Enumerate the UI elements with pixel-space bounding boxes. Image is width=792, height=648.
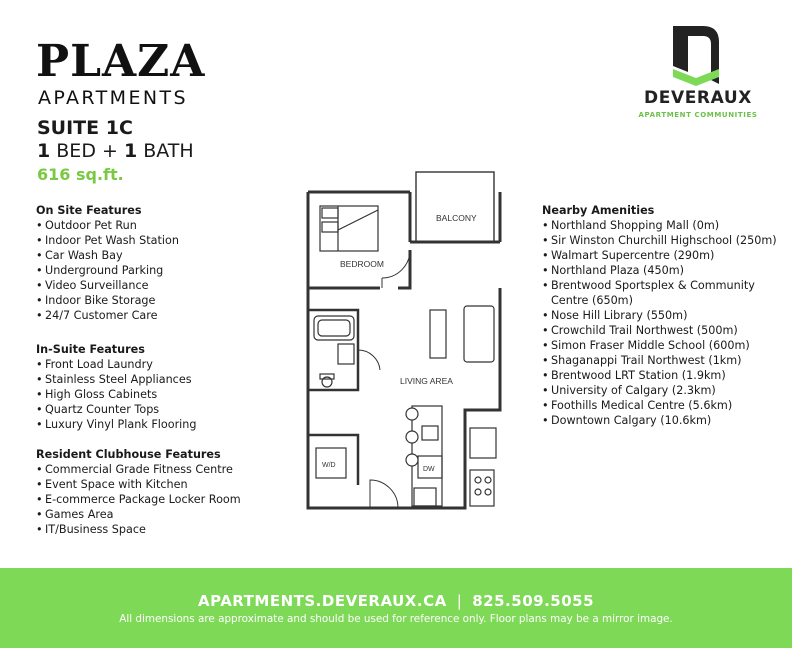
on-site-features (36, 203, 179, 323)
bath-count: 1 (123, 140, 138, 162)
list-item: • Foothills Medical Centre (5.6km) (542, 398, 782, 413)
clubhouse-features (36, 447, 241, 537)
tv-console (430, 310, 446, 358)
list-item: • Northland Shopping Mall (0m) (542, 218, 782, 233)
footer-contact (0, 592, 792, 610)
on-site-heading: On Site Features (36, 204, 142, 217)
nearby-amenities (542, 203, 782, 428)
bed (320, 206, 378, 251)
nearby-heading: Nearby Amenities (542, 204, 655, 217)
list-item: • University of Calgary (2.3km) (542, 383, 782, 398)
list-item: • Underground Parking (36, 263, 179, 278)
list-item: • Car Wash Bay (36, 248, 179, 263)
clubhouse-heading: Resident Clubhouse Features (36, 448, 221, 461)
list-item: • Video Surveillance (36, 278, 179, 293)
list-item: • Stainless Steel Appliances (36, 372, 196, 387)
list-item: • Sir Winston Churchill Highschool (250m) (542, 233, 782, 248)
living-area-label: LIVING AREA (400, 376, 453, 386)
disclaimer: All dimensions are approximate and should be used for reference only. Floor plans may be a mirror image. (119, 613, 673, 625)
list-item: • Walmart Supercentre (290m) (542, 248, 782, 263)
list-item: • Luxury Vinyl Plank Flooring (36, 417, 196, 432)
brand-name: DEVERAUX (644, 88, 752, 108)
in-suite-features (36, 342, 196, 432)
washer-dryer-label: W/D (322, 462, 336, 469)
property-subtitle: APARTMENTS (38, 87, 188, 109)
list-item: • Nose Hill Library (550m) (542, 308, 782, 323)
dishwasher-label: DW (423, 466, 435, 473)
list-item: • Indoor Pet Wash Station (36, 233, 179, 248)
list-item: • Brentwood Sportsplex & Community Centre (650m) (542, 278, 782, 308)
bath-label: BATH (137, 140, 194, 162)
balcony-label: BALCONY (436, 213, 477, 223)
list-item: • Simon Fraser Middle School (600m) (542, 338, 782, 353)
list-item: • Shaganappi Trail Northwest (1km) (542, 353, 782, 368)
list-item: • E-commerce Package Locker Room (36, 492, 241, 507)
floor-plan (300, 170, 520, 510)
suite-area: 616 sq.ft. (37, 165, 124, 184)
property-title: PLAZA (36, 36, 206, 87)
list-item: • Downtown Calgary (10.6km) (542, 413, 782, 428)
list-item: • Event Space with Kitchen (36, 477, 241, 492)
brand-tagline: APARTMENT COMMUNITIES (638, 111, 758, 119)
list-item: • Crowchild Trail Northwest (500m) (542, 323, 782, 338)
list-item: • Front Load Laundry (36, 357, 196, 372)
list-item: • IT/Business Space (36, 522, 241, 537)
in-suite-heading: In-Suite Features (36, 343, 145, 356)
list-item: • Commercial Grade Fitness Centre (36, 462, 241, 477)
balcony-outline (416, 172, 494, 242)
list-item: • Brentwood LRT Station (1.9km) (542, 368, 782, 383)
website-link[interactable]: APARTMENTS.DEVERAUX.CA (197, 592, 447, 610)
list-item: • Outdoor Pet Run (36, 218, 179, 233)
list-item: • Games Area (36, 507, 241, 522)
sofa (464, 306, 494, 362)
bed-bath-count (37, 140, 194, 162)
list-item: • High Gloss Cabinets (36, 387, 196, 402)
bed-label: BED + (50, 140, 124, 162)
footer-separator: | (456, 592, 463, 610)
list-item: • 24/7 Customer Care (36, 308, 179, 323)
list-item: • Indoor Bike Storage (36, 293, 179, 308)
bed-count: 1 (37, 140, 51, 162)
phone-number[interactable]: 825.509.5055 (472, 592, 595, 610)
list-item: • Quartz Counter Tops (36, 402, 196, 417)
bedroom-label: BEDROOM (340, 259, 384, 269)
suite-name: SUITE 1C (37, 117, 133, 139)
floor-plan-outer-wall (308, 192, 500, 508)
list-item: • Northland Plaza (450m) (542, 263, 782, 278)
